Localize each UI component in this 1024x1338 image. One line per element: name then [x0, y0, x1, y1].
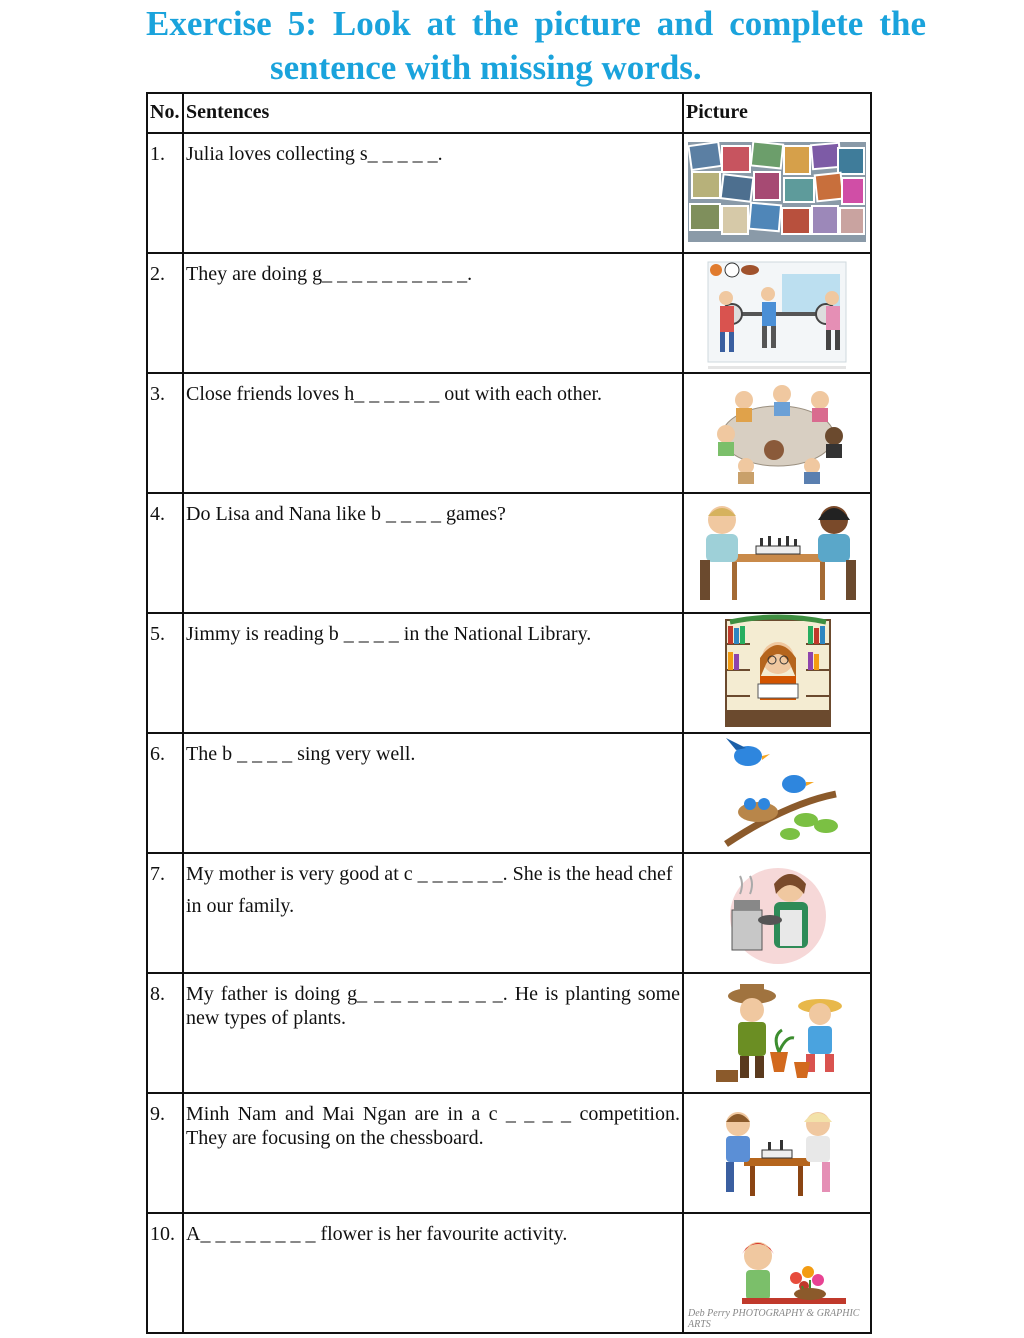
row-sentence: Julia loves collecting s_ _ _ _ _. [183, 133, 683, 253]
row-number: 3. [147, 373, 183, 493]
gardening-picture [686, 974, 870, 1092]
row-picture-cell [683, 493, 871, 613]
row-picture-cell [683, 1213, 871, 1333]
title-line-1: Exercise 5: Look at the picture and complete the [146, 4, 926, 43]
row-number: 10. [147, 1213, 183, 1333]
row-number: 9. [147, 1093, 183, 1213]
row-sentence: Minh Nam and Mai Ngan are in a c _ _ _ _ competition. They are focusing on the chessboard. [183, 1093, 683, 1213]
row-sentence: Close friends loves h_ _ _ _ _ _ out with each other. [183, 373, 683, 493]
row-sentence: A_ _ _ _ _ _ _ _ flower is her favourite activity. [183, 1213, 683, 1333]
table-row [147, 373, 871, 493]
table-row [147, 253, 871, 373]
table-row [147, 733, 871, 853]
row-number: 5. [147, 613, 183, 733]
row-picture-cell [683, 613, 871, 733]
row-number: 8. [147, 973, 183, 1093]
row-picture-cell [683, 373, 871, 493]
title-line-2: sentence with missing words. [270, 48, 702, 87]
header-no: No. [147, 93, 183, 133]
row-picture-cell [683, 253, 871, 373]
row-sentence: The b _ _ _ _ sing very well. [183, 733, 683, 853]
table-row [147, 133, 871, 253]
row-sentence: Jimmy is reading b _ _ _ _ in the National Library. [183, 613, 683, 733]
row-sentence: They are doing g_ _ _ _ _ _ _ _ _ _. [183, 253, 683, 373]
gym-picture [686, 254, 870, 372]
table-row [147, 973, 871, 1093]
table-row [147, 853, 871, 973]
library-picture [686, 614, 870, 732]
table-header-row [147, 93, 871, 133]
exercise-title [146, 2, 926, 90]
row-picture-cell [683, 853, 871, 973]
row-picture-cell [683, 1093, 871, 1213]
row-number: 1. [147, 133, 183, 253]
row-picture-cell [683, 973, 871, 1093]
row-picture-cell [683, 733, 871, 853]
row-number: 7. [147, 853, 183, 973]
table-row [147, 613, 871, 733]
birds-picture [686, 734, 870, 852]
table-row [147, 493, 871, 613]
exercise-table [146, 92, 872, 1334]
chess-picture [686, 494, 870, 612]
row-sentence: My mother is very good at c _ _ _ _ _ _. She is the head chef in our family. [183, 853, 683, 973]
row-number: 2. [147, 253, 183, 373]
row-number: 4. [147, 493, 183, 613]
friends-table-picture [686, 374, 870, 492]
cooking-picture [686, 854, 870, 972]
stamps-picture [686, 134, 870, 252]
row-sentence: My father is doing g_ _ _ _ _ _ _ _ _. He is planting some new types of plants. [183, 973, 683, 1093]
row-picture-cell [683, 133, 871, 253]
header-picture: Picture [683, 93, 871, 133]
table-row [147, 1093, 871, 1213]
row-number: 6. [147, 733, 183, 853]
kids-chess-picture [686, 1094, 870, 1212]
photo-credit: Deb Perry PHOTOGRAPHY & GRAPHIC ARTS [688, 1308, 860, 1330]
table-row [147, 1213, 871, 1333]
header-sentences: Sentences [183, 93, 683, 133]
row-sentence: Do Lisa and Nana like b _ _ _ _ games? [183, 493, 683, 613]
